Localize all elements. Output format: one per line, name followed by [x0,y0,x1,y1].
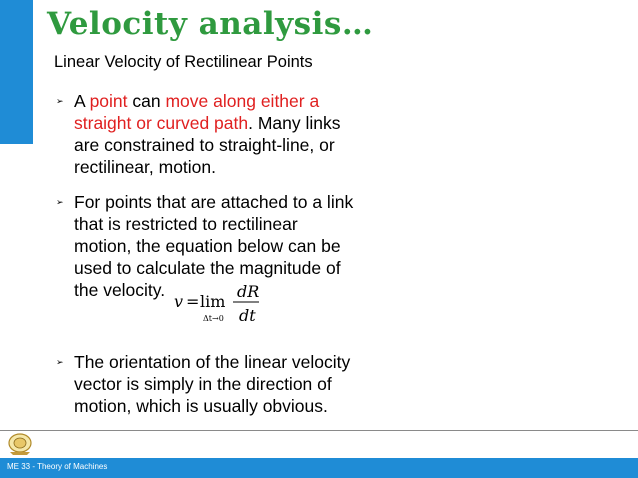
left-accent-bar [0,0,33,144]
bullet-text-2: For points that are attached to a link that is restricted to rectilinear motion, the equation below can be used to calculate the magnitude of the velocity. [74,192,354,300]
arrowhead-bullet-icon: ➢ [56,357,64,367]
footer-divider [0,430,638,431]
formula-equals: = [186,292,200,311]
footer-bar [0,458,638,478]
formula-lim: lim [200,292,226,311]
bullet-item-1 [56,90,356,178]
formula-limit-sub: Δt→0 [203,314,224,323]
arrowhead-bullet-icon: ➢ [56,197,64,207]
slide-subtitle: Linear Velocity of Rectilinear Points [54,53,313,71]
institution-logo-icon [6,432,34,456]
bullet-text-3: The orientation of the linear velocity vector is simply in the direction of motion, which is usually obvious. [74,352,351,416]
bullet-item-3 [56,351,356,417]
formula-lhs: v [174,292,184,311]
arrowhead-bullet-icon: ➢ [56,96,64,106]
formula-denominator: dt [239,306,256,325]
slide-title: Velocity analysis… [47,6,374,42]
formula-numerator: dR [237,282,260,301]
footer-course-label: ME 33 - Theory of Machines [7,462,108,471]
bullet-text-1: A point can move along either a straight or curved path. Many links are constrained to straight-line, or rectilinear, motion. [74,91,341,177]
velocity-formula [170,280,260,330]
